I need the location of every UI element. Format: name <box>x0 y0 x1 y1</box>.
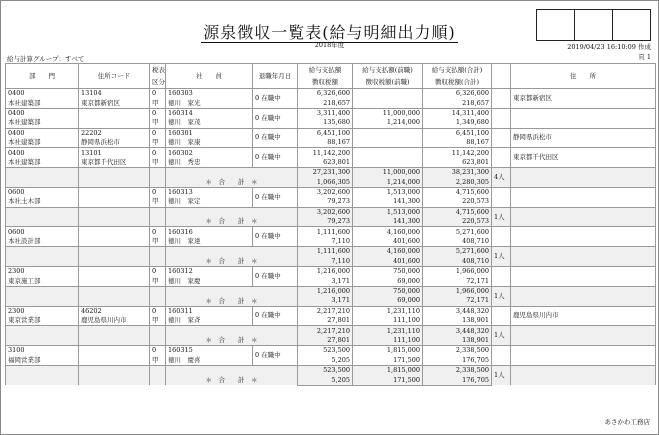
blank-cell <box>79 365 150 385</box>
pay-cell: 27,231,300 <box>298 168 353 178</box>
tax-cell: 7,110 <box>298 257 353 267</box>
address-code-cell <box>79 187 150 197</box>
prev-tax-cell: 141,300 <box>353 217 423 227</box>
prev-tax-cell: 111,100 <box>353 316 423 326</box>
col-tax-class: 区分 <box>150 76 166 89</box>
total-pay-cell: 11,142,200 <box>423 148 492 158</box>
dept-name-cell: 東京営業部 <box>6 316 79 326</box>
employee-name-cell: 徳川 家慶 <box>166 276 253 286</box>
pay-cell: 523,500 <box>298 365 353 375</box>
address-name-cell <box>79 276 150 286</box>
table-row <box>6 108 656 118</box>
header-row <box>6 64 656 77</box>
tax-cell: 218,657 <box>298 98 353 108</box>
blank-cell <box>150 326 166 346</box>
total-tax-cell: 138,901 <box>423 336 492 346</box>
table-row <box>6 267 656 277</box>
col-tax: 徴収税額 <box>298 76 353 89</box>
pay-cell: 3,202,600 <box>298 187 353 197</box>
stamp-box <box>612 9 651 41</box>
employee-name-cell: 徳川 秀忠 <box>166 158 253 168</box>
address-cell <box>511 346 656 366</box>
dept-name-cell: 福岡営業部 <box>6 356 79 366</box>
dept-code-cell: 0600 <box>6 227 79 237</box>
prev-tax-cell: 69,000 <box>353 276 423 286</box>
subtotal-row <box>6 365 656 375</box>
pay-cell: 2,217,210 <box>298 326 353 336</box>
pay-cell: 1,111,600 <box>298 247 353 257</box>
total-pay-cell: 5,271,600 <box>423 227 492 237</box>
blank-cell <box>6 247 79 267</box>
tax-class-cell: 甲 <box>150 138 166 148</box>
blank-cell <box>79 286 150 306</box>
status-cell: 0 在職中 <box>253 89 298 109</box>
total-pay-cell: 6,451,100 <box>423 128 492 138</box>
table-row <box>6 306 656 316</box>
pay-cell: 11,142,200 <box>298 148 353 158</box>
total-tax-cell: 176,705 <box>423 375 492 385</box>
address-name-cell: 静岡県浜松市 <box>79 138 150 148</box>
stamp-box <box>536 9 575 41</box>
tax-cell: 27,801 <box>298 336 353 346</box>
prev-pay-cell: 1,815,000 <box>353 365 423 375</box>
address-code-cell: 13101 <box>79 148 150 158</box>
col-prev-pay: 給与支払額(前職) <box>353 64 423 77</box>
tax-class-cell: 甲 <box>150 316 166 326</box>
count-cell: 1人 <box>492 286 511 306</box>
count-cell <box>492 306 511 326</box>
address-cell: 東京都新宿区 <box>511 89 656 109</box>
count-cell <box>492 187 511 207</box>
address-cell: 東京都千代田区 <box>511 148 656 168</box>
total-pay-cell: 3,448,320 <box>423 326 492 336</box>
address-cell: 静岡県浜松市 <box>511 128 656 148</box>
total-tax-cell: 176,705 <box>423 356 492 366</box>
total-tax-cell: 220,573 <box>423 197 492 207</box>
prev-pay-cell: 4,160,000 <box>353 227 423 237</box>
total-pay-cell: 5,271,600 <box>423 247 492 257</box>
total-tax-cell: 408,710 <box>423 257 492 267</box>
prev-pay-cell <box>353 148 423 158</box>
prev-tax-cell: 401,600 <box>353 237 423 247</box>
blank-cell <box>511 286 656 306</box>
blank-cell <box>511 247 656 267</box>
address-name-cell: 東京都新宿区 <box>79 98 150 108</box>
pay-cell: 523,500 <box>298 346 353 356</box>
subtotal-row <box>6 247 656 257</box>
subtotal-label: ＊ 合 計 ＊ <box>166 247 298 267</box>
total-pay-cell: 38,231,300 <box>423 168 492 178</box>
dept-code-cell: 2300 <box>6 306 79 316</box>
address-code-cell: 46202 <box>79 306 150 316</box>
stamp-box <box>574 9 613 41</box>
employee-code-cell: 160301 <box>166 128 253 138</box>
blank-cell <box>511 365 656 385</box>
dept-code-cell: 0600 <box>6 187 79 197</box>
address-name-cell <box>79 237 150 247</box>
total-tax-cell: 1,349,680 <box>423 118 492 128</box>
total-pay-cell: 6,326,600 <box>423 89 492 99</box>
prev-tax-cell: 141,300 <box>353 197 423 207</box>
status-cell: 0 在職中 <box>253 346 298 366</box>
col-address-code: 住所コード <box>79 64 150 89</box>
subtotal-label: ＊ 合 計 ＊ <box>166 207 298 227</box>
col-prev-tax: 徴収税額(前職) <box>353 76 423 89</box>
blank-cell <box>6 168 79 188</box>
tax-class-cell: 甲 <box>150 356 166 366</box>
tax-cell: 135,680 <box>298 118 353 128</box>
prev-pay-cell: 4,160,000 <box>353 247 423 257</box>
col-dept: 部 門 <box>6 64 79 89</box>
tax-cell: 88,167 <box>298 138 353 148</box>
dept-code-cell: 0400 <box>6 148 79 158</box>
col-tax-type: 税表 <box>150 64 166 77</box>
tax-type-cell: 0 <box>150 108 166 118</box>
pay-cell: 1,111,600 <box>298 227 353 237</box>
pay-cell: 6,326,600 <box>298 89 353 99</box>
employee-name-cell: 徳川 家康 <box>166 138 253 148</box>
prev-pay-cell: 1,815,000 <box>353 346 423 356</box>
address-name-cell <box>79 197 150 207</box>
prev-pay-cell: 1,513,000 <box>353 187 423 197</box>
total-pay-cell: 2,338,500 <box>423 365 492 375</box>
blank-cell <box>150 168 166 188</box>
tax-class-cell: 甲 <box>150 276 166 286</box>
prev-pay-cell: 1,231,110 <box>353 306 423 316</box>
tax-cell: 79,273 <box>298 217 353 227</box>
count-cell <box>492 346 511 366</box>
prev-pay-cell: 11,000,000 <box>353 108 423 118</box>
total-tax-cell: 88,167 <box>423 138 492 148</box>
tax-cell: 3,171 <box>298 296 353 306</box>
status-cell: 0 在職中 <box>253 128 298 148</box>
count-cell: 1人 <box>492 326 511 346</box>
employee-name-cell: 徳川 家達 <box>166 237 253 247</box>
address-cell: 鹿児島県川内市 <box>511 306 656 326</box>
report-title: 源泉徴収一覧表(給与明細出力順) <box>203 23 456 42</box>
tax-cell: 5,205 <box>298 356 353 366</box>
col-pay: 給与支払額 <box>298 64 353 77</box>
address-code-cell <box>79 267 150 277</box>
employee-code-cell: 160314 <box>166 108 253 118</box>
prev-pay-cell: 11,000,000 <box>353 168 423 178</box>
count-cell <box>492 267 511 287</box>
tax-cell: 5,205 <box>298 375 353 385</box>
dept-code-cell: 0400 <box>6 89 79 99</box>
address-name-cell: 鹿児島県川内市 <box>79 316 150 326</box>
total-pay-cell: 1,966,000 <box>423 286 492 296</box>
prev-tax-cell <box>353 138 423 148</box>
prev-pay-cell: 750,000 <box>353 286 423 296</box>
payroll-group: 給与計算グループ：すべて <box>7 55 85 63</box>
count-cell <box>492 89 511 109</box>
total-tax-cell: 408,710 <box>423 237 492 247</box>
status-cell: 0 在職中 <box>253 148 298 168</box>
col-total-tax: 徴収税額(合計) <box>423 76 492 89</box>
status-cell: 0 在職中 <box>253 187 298 207</box>
total-pay-cell: 4,715,600 <box>423 187 492 197</box>
subtotal-row <box>6 286 656 296</box>
tax-class-cell: 甲 <box>150 98 166 108</box>
employee-code-cell: 160303 <box>166 89 253 99</box>
dept-code-cell: 3100 <box>6 346 79 356</box>
employee-name-cell: 徳川 家定 <box>166 197 253 207</box>
tax-type-cell: 0 <box>150 187 166 197</box>
tax-type-cell: 0 <box>150 306 166 316</box>
tax-cell: 623,801 <box>298 158 353 168</box>
blank-cell <box>150 286 166 306</box>
prev-tax-cell: 1,214,000 <box>353 118 423 128</box>
prev-pay-cell: 750,000 <box>353 267 423 277</box>
total-tax-cell: 218,657 <box>423 98 492 108</box>
table-body <box>6 89 656 386</box>
address-name-cell <box>79 356 150 366</box>
blank-cell <box>150 247 166 267</box>
withholding-table <box>5 63 656 386</box>
count-cell: 1人 <box>492 207 511 227</box>
status-cell: 0 在職中 <box>253 306 298 326</box>
dept-name-cell: 本社建築部 <box>6 138 79 148</box>
employee-code-cell: 160311 <box>166 306 253 316</box>
prev-tax-cell: 111,100 <box>353 336 423 346</box>
status-cell: 0 在職中 <box>253 108 298 128</box>
prev-tax-cell: 171,500 <box>353 356 423 366</box>
subtotal-label: ＊ 合 計 ＊ <box>166 326 298 346</box>
address-code-cell: 22202 <box>79 128 150 138</box>
address-cell <box>511 227 656 247</box>
total-tax-cell: 623,801 <box>423 158 492 168</box>
printed-timestamp: 2019/04/23 16:10:09 作成 <box>567 43 651 51</box>
blank-cell <box>79 247 150 267</box>
pay-cell: 1,216,000 <box>298 286 353 296</box>
total-tax-cell: 72,171 <box>423 296 492 306</box>
prev-tax-cell <box>353 158 423 168</box>
address-code-cell <box>79 346 150 356</box>
dept-name-cell: 東京施工部 <box>6 276 79 286</box>
blank-cell <box>6 326 79 346</box>
pay-cell: 2,217,210 <box>298 306 353 316</box>
prev-tax-cell: 171,500 <box>353 375 423 385</box>
total-pay-cell: 14,311,400 <box>423 108 492 118</box>
employee-name-cell: 徳川 家茂 <box>166 118 253 128</box>
tax-cell: 7,110 <box>298 237 353 247</box>
page-number: 頁 1 <box>638 53 651 61</box>
subtotal-row <box>6 168 656 178</box>
dept-name-cell: 本社建築部 <box>6 118 79 128</box>
blank-cell <box>150 365 166 385</box>
tax-type-cell: 0 <box>150 267 166 277</box>
blank-cell <box>79 168 150 188</box>
blank-cell <box>79 207 150 227</box>
tax-type-cell: 0 <box>150 148 166 158</box>
tax-type-cell: 0 <box>150 128 166 138</box>
tax-type-cell: 0 <box>150 89 166 99</box>
col-employee: 社 員 <box>166 64 253 89</box>
count-cell: 1人 <box>492 247 511 267</box>
subtotal-row <box>6 207 656 217</box>
address-cell <box>511 267 656 287</box>
subtotal-row <box>6 326 656 336</box>
address-cell <box>511 187 656 207</box>
address-cell <box>511 108 656 128</box>
table-row <box>6 89 656 99</box>
tax-cell: 1,066,305 <box>298 178 353 188</box>
count-cell <box>492 108 511 128</box>
subtotal-label: ＊ 合 計 ＊ <box>166 365 298 385</box>
address-name-cell: 東京都千代田区 <box>79 158 150 168</box>
dept-name-cell: 本社設計部 <box>6 237 79 247</box>
count-cell <box>492 128 511 148</box>
employee-code-cell: 160315 <box>166 346 253 356</box>
address-code-cell <box>79 108 150 118</box>
tax-class-cell: 甲 <box>150 158 166 168</box>
address-code-cell <box>79 227 150 237</box>
dept-code-cell: 2300 <box>6 267 79 277</box>
approval-stamp-boxes <box>537 9 651 41</box>
total-pay-cell: 1,966,000 <box>423 267 492 277</box>
total-tax-cell: 138,901 <box>423 316 492 326</box>
employee-code-cell: 160316 <box>166 227 253 237</box>
prev-pay-cell <box>353 128 423 138</box>
table-row <box>6 346 656 356</box>
employee-code-cell: 160312 <box>166 267 253 277</box>
count-cell <box>492 227 511 247</box>
employee-name-cell: 徳川 家光 <box>166 98 253 108</box>
prev-pay-cell: 1,231,110 <box>353 326 423 336</box>
tax-cell: 27,801 <box>298 316 353 326</box>
total-tax-cell: 2,280,305 <box>423 178 492 188</box>
table-row <box>6 227 656 237</box>
dept-code-cell: 0400 <box>6 128 79 138</box>
total-pay-cell: 4,715,600 <box>423 207 492 217</box>
dept-name-cell: 本社土木部 <box>6 197 79 207</box>
employee-code-cell: 160313 <box>166 187 253 197</box>
subtotal-label: ＊ 合 計 ＊ <box>166 286 298 306</box>
col-retire-date: 退職年月日 <box>253 64 298 89</box>
dept-code-cell: 0400 <box>6 108 79 118</box>
col-total-pay: 給与支払額(合計) <box>423 64 492 77</box>
blank-cell <box>511 168 656 188</box>
company-name: あさかわ工務店 <box>604 418 650 426</box>
employee-name-cell: 徳川 家斉 <box>166 316 253 326</box>
total-tax-cell: 72,171 <box>423 276 492 286</box>
prev-tax-cell: 69,000 <box>353 296 423 306</box>
address-code-cell: 13104 <box>79 89 150 99</box>
employee-name-cell: 徳川 慶喜 <box>166 356 253 366</box>
dept-name-cell: 本社建築部 <box>6 98 79 108</box>
employee-code-cell: 160302 <box>166 148 253 158</box>
tax-class-cell: 甲 <box>150 197 166 207</box>
tax-class-cell: 甲 <box>150 118 166 128</box>
blank-cell <box>6 286 79 306</box>
tax-cell: 3,171 <box>298 276 353 286</box>
blank-cell <box>6 207 79 227</box>
count-cell: 4人 <box>492 168 511 188</box>
prev-pay-cell: 1,513,000 <box>353 207 423 217</box>
pay-cell: 3,202,600 <box>298 207 353 217</box>
total-tax-cell: 220,573 <box>423 217 492 227</box>
blank-cell <box>79 326 150 346</box>
pay-cell: 6,451,100 <box>298 128 353 138</box>
prev-pay-cell <box>353 89 423 99</box>
blank-cell <box>6 365 79 385</box>
total-pay-cell: 2,338,500 <box>423 346 492 356</box>
table-row <box>6 187 656 197</box>
col-count <box>492 64 511 89</box>
count-cell: 1人 <box>492 365 511 385</box>
pay-cell: 3,311,400 <box>298 108 353 118</box>
subtotal-label: ＊ 合 計 ＊ <box>166 168 298 188</box>
pay-cell: 1,216,000 <box>298 267 353 277</box>
report-year: 2018年度 <box>314 41 345 49</box>
status-cell: 0 在職中 <box>253 267 298 287</box>
total-pay-cell: 3,448,320 <box>423 306 492 316</box>
blank-cell <box>150 207 166 227</box>
prev-tax-cell: 1,214,000 <box>353 178 423 188</box>
tax-type-cell: 0 <box>150 346 166 356</box>
blank-cell <box>511 326 656 346</box>
prev-tax-cell: 401,600 <box>353 257 423 267</box>
table-row <box>6 128 656 138</box>
dept-name-cell: 本社建築部 <box>6 158 79 168</box>
tax-type-cell: 0 <box>150 227 166 237</box>
prev-tax-cell <box>353 98 423 108</box>
tax-class-cell: 甲 <box>150 237 166 247</box>
col-address: 住 所 <box>511 64 656 89</box>
address-name-cell <box>79 118 150 128</box>
status-cell: 0 在職中 <box>253 227 298 247</box>
count-cell <box>492 148 511 168</box>
tax-cell: 79,273 <box>298 197 353 207</box>
blank-cell <box>511 207 656 227</box>
table-row <box>6 148 656 158</box>
